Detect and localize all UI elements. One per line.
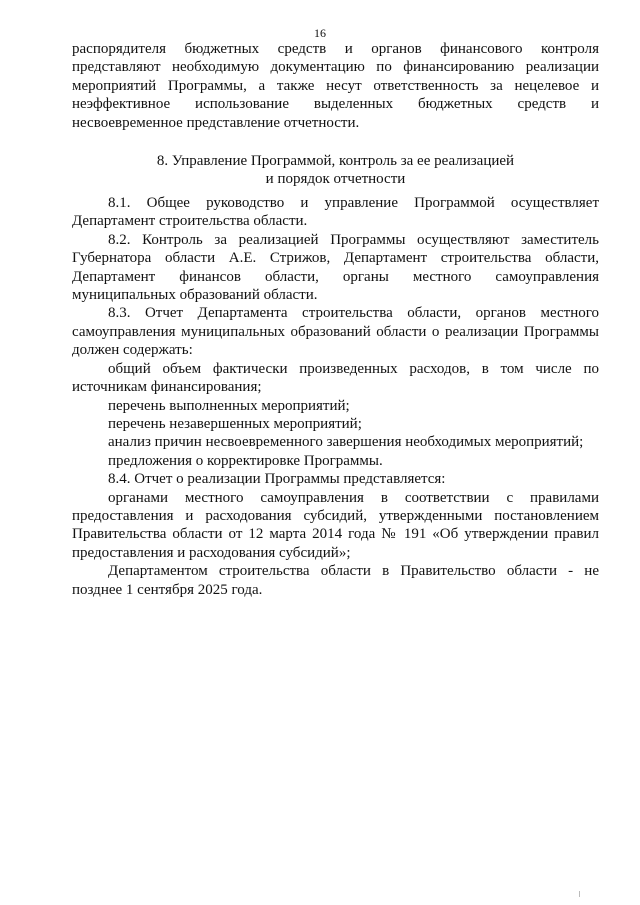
intro-paragraph: распорядителя бюджетных средств и органов финансового контроля представляют необходимую документацию по финансированию реализации мероприятий Программы, а также несут ответственность за нецелевое и неэффективное использование выделенных бюджетных средств и несвоевременное представление отчетности. <box>72 41 599 131</box>
section-title-line-2: и порядок отчетности <box>265 171 406 188</box>
list-item: перечень незавершенных мероприятий; <box>108 415 362 432</box>
paragraph-8-4: 8.4. Отчет о реализации Программы представляется: <box>108 471 446 488</box>
list-item: органами местного самоуправления в соответствии с правилами предоставления и расходования субсидий, утвержденными постановлением Правительства области от 12 марта 2014 года № 191 «Об утверждении правил предоставления и расходования субсидий»; <box>72 489 599 561</box>
section-title-line-1: 8. Управление Программой, контроль за ее реализацией <box>156 153 515 170</box>
paragraph-8-2: 8.2. Контроль за реализацией Программы осуществляют заместитель Губернатора области А.Е. Стрижов, Департамент строительства области, Департамент финансов области, органы местного самоуправления муниципальных образований области. <box>72 231 599 304</box>
paragraph-8-1: 8.1. Общее руководство и управление Программой осуществляет Департамент строительства области. <box>72 195 599 230</box>
section-heading <box>72 152 599 188</box>
list-item: общий объем фактически произведенных расходов, в том числе по источникам финансирования; <box>72 360 599 396</box>
list-item: перечень выполненных мероприятий; <box>108 397 350 414</box>
scan-mark <box>579 891 580 897</box>
paragraph-8-3: 8.3. Отчет Департамента строительства области, органов местного самоуправления муниципальных образований области о реализации Программы должен содержать: <box>72 305 599 359</box>
page-number: 16 <box>314 26 326 40</box>
list-item: Департаментом строительства области в Правительство области - не позднее 1 сентября 2025 года. <box>72 563 599 598</box>
document-body <box>72 40 599 599</box>
list-item: анализ причин несвоевременного завершения необходимых мероприятий; <box>108 434 584 451</box>
list-item: предложения о корректировке Программы. <box>108 452 383 469</box>
